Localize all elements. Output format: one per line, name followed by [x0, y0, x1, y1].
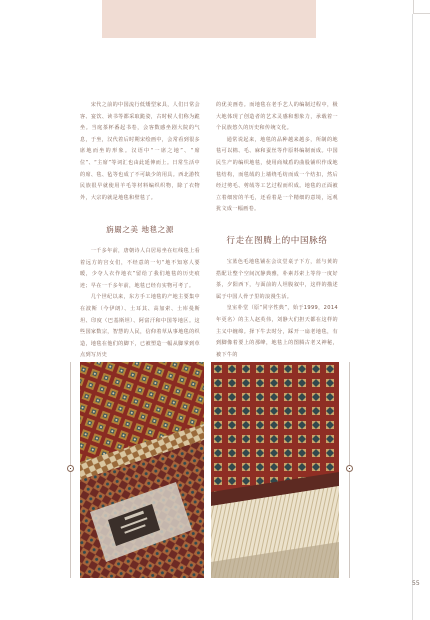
- left-ornament-dot: [67, 465, 74, 472]
- right-column-top: [216, 100, 338, 216]
- carpet-photo-left: [80, 362, 204, 578]
- left-column-intro: [80, 100, 200, 204]
- page-number: 55: [412, 580, 420, 587]
- body-paragraph: 几个世纪以来，东方手工地毯的产地主要集中在波斯（今伊朗）、土耳其、高加索、土库曼斯坦、印度（巴基斯坦）、阿富汗和中国等地区。这些国家数宗，智慧的人民，信仰着草从事地毯的织造，地毯在他们的脚下，已被塑造一幅从脚掌到草点到写历史: [80, 294, 200, 359]
- body-paragraph: 通常说起来，地毯的品种越来越多，所制的地毯可以棉、毛、麻和蚕丝等作原料编制而成。中国民生产的编织地毯，使用商城盾的曲股铺织作成地毯结构，而毯绒的上墙绕毛纺而成一个结扣，然后经过剪毛、剪绒等工艺过程而织成。地毯的正面被立着细密的羊毛，还看着是一个精细的意境，远观犹文成一幅画卷。: [216, 136, 338, 213]
- body-paragraph: 一千多年前，唐朝诗人白居易坐在红线毯上看着远方的宫女们，不经意的一句“地不知寒人要暖，少夺人衣作地衣”留给了我们地毯的历史痕迹；早在一千多年前，地毯已经有实物可考了。: [80, 248, 200, 289]
- section-heading: 行走在图腾上的中国脉络: [226, 236, 328, 246]
- body-paragraph: 宝蓝色毛地毯铺在会议堂桌子下方，蓝与黄的搭配让整个空间沉静典雅，朴素苏索上等待一度好茶，夕阳西下，与面前的人坦腹叙中，这样的描述属于中国人骨子里的浪漫生活。: [216, 259, 338, 300]
- left-column-body: [80, 246, 200, 362]
- left-subheading: 旃罽之美 地毯之源: [106, 225, 174, 234]
- right-column-bottom: [216, 257, 338, 361]
- body-paragraph: 皇室朴堂（原“同字性典”，始于1999，2014年更名）的主人赵英伟，刘静大们担天都在这样的主义中缠绵。择下牛去时分，踩开一扇老地毯，有到脚像着要上的那峰，地毯上的图腾古老又神秘，被下牛的: [216, 305, 338, 358]
- right-ornament-dot: [346, 465, 353, 472]
- carpet-fringe-image: [211, 362, 339, 578]
- carpet-photo-right: [211, 362, 339, 578]
- header-color-band: [102, 0, 316, 38]
- carpet-closeup-image: [80, 362, 204, 578]
- right-margin-rule: [412, 14, 413, 620]
- corner-tab: [413, 0, 430, 14]
- body-paragraph: 的优美画卷。而地毯在老手艺人的编制过程中，极大地体现了创造者的艺术灵感和想象力，承载着一个民族悠久的历史和传统文化。: [216, 102, 338, 132]
- intro-paragraph: 宋代之前的中国流行低矮型家具，人们日常会客、宴饮、读书等都采取跪姿，古时候人们称为跪坐。当庭茶杯番起书卷，会客数感坐剧大院的气息，于坐，汉代着后时期宋绘画中，会常看到很多席地而坐的形象。汉语中“一席之地”、“席位”、“主席”等词汇也由此延伸而上。日常生活中的席、毯、毡等也成了不可缺少的用具。西北游牧民族很早就使用羊毛等材料编织织物，除了衣物外，大宗的就是地毯和壁毯了。: [80, 102, 200, 201]
